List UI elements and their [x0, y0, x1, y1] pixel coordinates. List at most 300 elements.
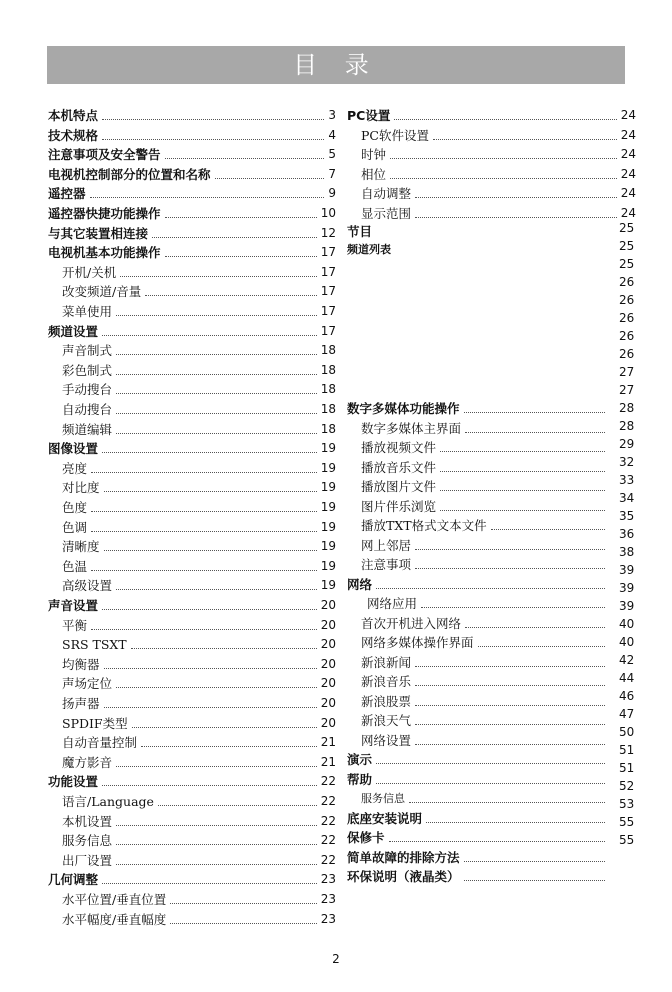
toc-page-number: 24 — [620, 127, 636, 142]
toc-entry-title: 首次开机进入网络 — [361, 615, 462, 631]
toc-page-number: 27 — [619, 383, 635, 397]
toc-subsection-entry[interactable] — [361, 123, 636, 143]
dot-leader — [120, 275, 317, 277]
toc-page-number: 24 — [620, 147, 636, 162]
toc-entry-title: 新浪音乐 — [361, 674, 412, 689]
toc-page-number: 21 — [320, 754, 336, 769]
toc-entry-title: 网络设置 — [361, 732, 412, 748]
toc-page-number: 25 — [619, 257, 635, 271]
toc-entry-title: 手动搜台 — [62, 382, 113, 398]
toc-page-number: 18 — [320, 362, 336, 377]
toc-entry-title: 服务信息 — [62, 833, 113, 849]
toc-entry-title: 声音制式 — [62, 343, 113, 359]
toc-section-entry[interactable] — [48, 319, 336, 339]
toc-subsection-entry[interactable] — [62, 338, 336, 358]
toc-page-number: 18 — [320, 343, 336, 358]
dot-leader — [409, 801, 605, 803]
toc-page-number: 26 — [619, 311, 635, 325]
toc-page-number: 40 — [619, 635, 635, 649]
toc-entry-title: 色调 — [62, 519, 88, 535]
toc-channel-list-label[interactable]: 频道列表 — [347, 243, 391, 256]
toc-section-entry[interactable] — [347, 845, 609, 865]
toc-entry-title: 魔方影音 — [62, 754, 113, 770]
toc-entry-title: SRS TSXT — [62, 637, 127, 653]
dot-leader — [433, 138, 617, 140]
dot-leader — [465, 431, 605, 433]
dot-leader — [478, 645, 605, 647]
toc-subsection-entry[interactable] — [361, 650, 609, 670]
toc-page-number: 32 — [619, 455, 635, 469]
toc-entry-title: 声音设置 — [48, 598, 99, 613]
toc-entry-title: 菜单使用 — [62, 304, 113, 319]
toc-page-number: 24 — [620, 186, 636, 201]
dot-leader — [91, 510, 317, 512]
dot-leader — [116, 588, 317, 590]
toc-subsection-entry[interactable] — [361, 201, 636, 221]
toc-page-number: 18 — [320, 421, 336, 436]
dot-leader — [415, 665, 605, 667]
dot-leader — [116, 432, 317, 434]
toc-subsection-entry[interactable] — [62, 377, 336, 397]
toc-page-number: 19 — [320, 539, 336, 554]
toc-entry-title: 声场定位 — [62, 676, 113, 692]
toc-page-number: 3 — [328, 108, 336, 122]
toc-entry-title: 平衡 — [62, 617, 88, 633]
toc-page-number: 17 — [320, 323, 336, 338]
dot-leader — [415, 684, 605, 686]
toc-section-entry[interactable] — [347, 806, 609, 826]
toc-entry-title: 自动调整 — [361, 186, 412, 202]
toc-entry-title: 网络 — [347, 576, 373, 592]
toc-section-entry[interactable] — [347, 396, 609, 416]
toc-page-number: 18 — [320, 402, 336, 416]
toc-page-number: 28 — [619, 401, 635, 415]
dot-leader — [165, 255, 317, 257]
toc-subsection-entry[interactable] — [62, 613, 336, 633]
toc-entry-title: 功能设置 — [48, 774, 99, 790]
toc-page-number: 42 — [619, 653, 635, 667]
dot-leader — [104, 667, 317, 669]
toc-entry-title: 改变频道/音量 — [62, 284, 142, 300]
toc-page-number: 20 — [320, 637, 336, 652]
dot-leader — [104, 706, 317, 708]
dot-leader — [102, 334, 317, 336]
dot-leader — [116, 824, 317, 826]
toc-page-number: 46 — [619, 689, 635, 703]
toc-page-number: 22 — [320, 774, 336, 789]
toc-subsection-entry[interactable] — [361, 728, 609, 748]
toc-page-number: 22 — [320, 852, 336, 867]
toc-section-entry[interactable] — [347, 864, 609, 884]
toc-page-number: 28 — [619, 419, 635, 433]
toc-page-number: 26 — [619, 329, 635, 343]
toc-subsection-entry[interactable] — [62, 887, 336, 907]
toc-subsection-entry[interactable] — [62, 456, 336, 476]
toc-section-entry[interactable] — [347, 103, 636, 123]
toc-entry-title: 色度 — [62, 500, 88, 515]
toc-entry-title: 简单故障的排除方法 — [347, 849, 460, 865]
dot-leader — [152, 236, 317, 238]
toc-entry-title: 几何调整 — [48, 872, 99, 888]
toc-entry-title: 播放TXT格式文本文件 — [361, 518, 487, 533]
toc-page-number: 5 — [328, 147, 336, 162]
dot-leader — [170, 922, 317, 924]
toc-entry-title: 水平幅度/垂直幅度 — [62, 911, 167, 927]
toc-entry-title: 图像设置 — [48, 441, 99, 457]
toc-page-number: 24 — [620, 108, 636, 122]
toc-page-number: 51 — [619, 743, 635, 757]
toc-page-number: 29 — [619, 437, 635, 451]
toc-section-entry[interactable] — [48, 162, 336, 182]
toc-subsection-entry[interactable] — [62, 417, 336, 437]
toc-entry-title: 本机特点 — [48, 108, 99, 123]
toc-page-number: 50 — [619, 725, 635, 739]
toc-entry-title: 语言/Language — [62, 794, 154, 809]
toc-page-number: 9 — [328, 186, 336, 201]
toc-entry-title: 彩色制式 — [62, 362, 113, 378]
toc-subsection-entry[interactable] — [62, 260, 336, 280]
toc-page-number: 39 — [619, 581, 635, 595]
toc-entry-title: 高级设置 — [62, 578, 113, 594]
toc-section-entry[interactable] — [347, 767, 609, 787]
dot-leader — [440, 450, 605, 452]
dot-leader — [102, 451, 317, 453]
dot-leader — [165, 157, 325, 159]
toc-page-number: 36 — [619, 527, 635, 541]
dot-leader — [170, 902, 317, 904]
toc-subsection-entry[interactable] — [62, 495, 336, 515]
dot-leader — [415, 704, 605, 706]
toc-subsection-entry[interactable] — [361, 142, 636, 162]
dot-leader — [415, 743, 605, 745]
toc-page-number: 25 — [619, 221, 635, 235]
toc-page-number: 20 — [320, 598, 336, 612]
toc-subsection-entry[interactable] — [62, 789, 336, 809]
toc-section-entry[interactable] — [48, 123, 336, 143]
toc-section-entry[interactable] — [347, 747, 609, 767]
toc-subsection-entry[interactable] — [361, 416, 609, 436]
toc-page-number: 19 — [320, 500, 336, 514]
dot-leader — [116, 392, 317, 394]
dot-leader — [440, 470, 605, 472]
toc-entry-title: 播放视频文件 — [361, 440, 437, 455]
toc-entry-title: 网络应用 — [367, 596, 418, 611]
toc-page-number: 24 — [620, 166, 636, 181]
dot-leader — [116, 373, 317, 375]
toc-page-number: 55 — [619, 833, 635, 847]
dot-leader — [116, 863, 317, 865]
toc-page-number: 19 — [320, 480, 336, 495]
dot-leader — [491, 528, 605, 530]
toc-entry-title: 频道设置 — [48, 323, 99, 339]
toc-page-number: 23 — [320, 872, 336, 887]
toc-subsection-entry[interactable] — [361, 611, 609, 631]
toc-section-entry[interactable] — [48, 240, 336, 260]
toc-entry-title: 网上邻居 — [361, 537, 412, 553]
toc-subsection-entry[interactable] — [361, 533, 609, 553]
toc-subsection-entry[interactable] — [361, 552, 609, 572]
dot-leader — [116, 686, 317, 688]
dot-leader — [90, 196, 325, 198]
toc-page-number: 26 — [619, 347, 635, 361]
toc-title-banner: 目 录 — [47, 46, 625, 84]
toc-entry-title: 遥控器快捷功能操作 — [48, 206, 161, 221]
toc-page-number: 38 — [619, 545, 635, 559]
toc-section-entry[interactable] — [48, 103, 336, 123]
toc-entry-title: 自动搜台 — [62, 402, 113, 417]
toc-entry-title: 新浪新闻 — [361, 654, 412, 670]
dot-leader — [464, 879, 605, 881]
toc-entry-title: 自动音量控制 — [62, 735, 138, 751]
toc-entry-title: 本机设置 — [62, 813, 113, 829]
dot-leader — [116, 843, 317, 845]
dot-leader — [415, 216, 617, 218]
dot-leader — [464, 860, 605, 862]
dot-leader — [116, 765, 317, 767]
toc-entry-title: 亮度 — [62, 460, 88, 476]
dot-leader — [158, 804, 317, 806]
dot-leader — [415, 548, 605, 550]
toc-entry-title: 电视机基本功能操作 — [48, 245, 161, 261]
toc-page-number: 19 — [320, 460, 336, 475]
toc-page-number: 20 — [320, 676, 336, 691]
toc-subsection-entry[interactable] — [62, 515, 336, 535]
toc-subsection-entry[interactable] — [361, 181, 636, 201]
toc-entry-title: 显示范围 — [361, 206, 412, 221]
toc-entry-title: 均衡器 — [62, 656, 100, 672]
toc-subsection-entry[interactable] — [62, 573, 336, 593]
toc-page-number: 10 — [320, 206, 336, 220]
toc-page-number: 26 — [619, 293, 635, 307]
dot-leader — [440, 509, 605, 511]
toc-entry-title: 遥控器 — [48, 186, 86, 202]
toc-page-number: 23 — [320, 911, 336, 926]
toc-subsection-entry[interactable] — [361, 689, 609, 709]
toc-entry-title: 相位 — [361, 166, 387, 182]
toc-subsection-entry[interactable] — [361, 708, 609, 728]
dot-leader — [102, 882, 317, 884]
toc-entry-title: 时钟 — [361, 147, 387, 163]
toc-section-entry[interactable] — [48, 436, 336, 456]
dot-leader — [104, 549, 317, 551]
toc-entry-title: 新浪股票 — [361, 693, 412, 709]
toc-entry-title: 图片伴乐浏览 — [361, 498, 437, 514]
toc-subsection-entry[interactable] — [62, 554, 336, 574]
toc-subsection-entry[interactable] — [361, 162, 636, 182]
toc-subsection-entry[interactable] — [62, 534, 336, 554]
toc-entry-title: 环保说明（液晶类） — [347, 869, 460, 884]
toc-entry-title: PC软件设置 — [361, 127, 429, 143]
toc-page-number: 39 — [619, 599, 635, 613]
toc-section-entry[interactable] — [347, 572, 609, 592]
toc-program-label[interactable]: 节目 — [347, 224, 373, 239]
toc-page-number: 21 — [320, 735, 336, 750]
dot-leader — [91, 530, 317, 532]
toc-page-number: 22 — [320, 833, 336, 848]
toc-entry-title: PC设置 — [347, 108, 391, 123]
toc-entry-title: 注意事项 — [361, 557, 412, 572]
dot-leader — [376, 782, 605, 784]
toc-page-number: 17 — [320, 264, 336, 279]
toc-subsection-entry[interactable] — [361, 435, 609, 455]
toc-subsection-entry[interactable] — [62, 848, 336, 868]
toc-entry-title: 水平位置/垂直位置 — [62, 892, 167, 907]
toc-entry-title: 播放音乐文件 — [361, 459, 437, 475]
toc-entry-title: 帮助 — [347, 771, 373, 787]
toc-section-entry[interactable] — [48, 201, 336, 221]
toc-subsection-entry[interactable] — [62, 691, 336, 711]
toc-page-number: 17 — [320, 245, 336, 260]
dot-leader — [394, 118, 616, 120]
dot-leader — [131, 647, 317, 649]
toc-page-number: 55 — [619, 815, 635, 829]
toc-subsection-entry[interactable] — [62, 632, 336, 652]
dot-leader — [390, 157, 617, 159]
toc-subsection-entry[interactable] — [367, 591, 609, 611]
toc-subsection-entry[interactable] — [62, 750, 336, 770]
dot-leader — [104, 490, 317, 492]
dot-leader — [464, 411, 605, 413]
toc-entry-title: 底座安装说明 — [347, 810, 423, 826]
toc-subsection-entry[interactable] — [62, 475, 336, 495]
toc-entry-title: 播放图片文件 — [361, 479, 437, 494]
toc-page-number: 20 — [320, 696, 336, 710]
toc-entry-title: 对比度 — [62, 480, 100, 496]
toc-subsection-entry[interactable] — [361, 474, 609, 494]
dot-leader — [102, 784, 317, 786]
toc-subsection-entry[interactable] — [62, 299, 336, 319]
toc-entry-title: 清晰度 — [62, 539, 100, 555]
toc-subsection-entry[interactable] — [361, 786, 609, 806]
toc-entry-title: 扬声器 — [62, 696, 100, 711]
dot-leader — [116, 353, 317, 355]
toc-entry-title: 色温 — [62, 558, 88, 574]
dot-leader — [91, 569, 317, 571]
toc-entry-title: 注意事项及安全警告 — [48, 147, 161, 163]
toc-page-number: 19 — [320, 578, 336, 593]
toc-section-entry[interactable] — [48, 769, 336, 789]
page-number: 2 — [332, 952, 340, 966]
toc-subsection-entry[interactable] — [62, 828, 336, 848]
toc-page-number: 39 — [619, 563, 635, 577]
toc-section-entry[interactable] — [48, 221, 336, 241]
dot-leader — [116, 314, 317, 316]
toc-entry-title: SPDIF类型 — [62, 715, 128, 731]
toc-subsection-entry[interactable] — [62, 730, 336, 750]
toc-page-number: 25 — [619, 239, 635, 253]
toc-page-number: 44 — [619, 671, 635, 685]
toc-section-entry[interactable] — [347, 825, 609, 845]
toc-subsection-entry[interactable] — [62, 358, 336, 378]
toc-page-number: 23 — [320, 892, 336, 906]
toc-subsection-entry[interactable] — [62, 809, 336, 829]
dot-leader — [440, 489, 605, 491]
toc-page-number: 17 — [320, 304, 336, 318]
toc-entry-title: 数字多媒体功能操作 — [347, 401, 460, 416]
toc-section-entry[interactable] — [48, 867, 336, 887]
dot-leader — [116, 412, 317, 414]
toc-subsection-entry[interactable] — [62, 907, 336, 927]
toc-entry-title: 技术规格 — [48, 127, 99, 143]
toc-page-number: 19 — [320, 441, 336, 456]
dot-leader — [215, 177, 325, 179]
toc-subsection-entry[interactable] — [361, 513, 609, 533]
toc-subsection-entry[interactable] — [361, 669, 609, 689]
dot-leader — [132, 726, 317, 728]
toc-entry-title: 开机/关机 — [62, 264, 117, 280]
dot-leader — [165, 216, 317, 218]
toc-page-number: 40 — [619, 617, 635, 631]
toc-page-number: 20 — [320, 656, 336, 671]
toc-entry-title: 网络多媒体操作界面 — [361, 635, 474, 650]
toc-subsection-entry[interactable] — [62, 397, 336, 417]
toc-subsection-entry[interactable] — [62, 671, 336, 691]
toc-subsection-entry[interactable] — [62, 711, 336, 731]
dot-leader — [145, 294, 317, 296]
toc-subsection-entry[interactable] — [361, 455, 609, 475]
dot-leader — [102, 118, 324, 120]
toc-subsection-entry[interactable] — [62, 279, 336, 299]
dot-leader — [102, 608, 317, 610]
toc-section-entry[interactable] — [48, 142, 336, 162]
toc-page-number: 17 — [320, 284, 336, 299]
toc-page-number: 51 — [619, 761, 635, 775]
toc-page-number: 20 — [320, 715, 336, 730]
toc-entry-title: 演示 — [347, 752, 373, 767]
toc-section-entry[interactable] — [48, 593, 336, 613]
toc-subsection-entry[interactable] — [361, 494, 609, 514]
toc-page-number: 18 — [320, 382, 336, 397]
toc-entry-title: 数字多媒体主界面 — [361, 420, 462, 436]
dot-leader — [465, 626, 605, 628]
toc-page-number: 20 — [320, 617, 336, 632]
toc-entry-title: 服务信息 — [361, 792, 405, 805]
dot-leader — [376, 762, 605, 764]
toc-page-number: 4 — [328, 127, 336, 142]
toc-entry-title: 电视机控制部分的位置和名称 — [48, 166, 211, 182]
dot-leader — [426, 821, 605, 823]
toc-page-number: 26 — [619, 275, 635, 289]
toc-page-number: 12 — [320, 225, 336, 240]
dot-leader — [415, 723, 605, 725]
dot-leader — [141, 745, 317, 747]
dot-leader — [91, 471, 317, 473]
toc-page-number: 34 — [619, 491, 635, 505]
toc-section-entry[interactable] — [48, 181, 336, 201]
dot-leader — [415, 196, 617, 198]
dot-leader — [421, 606, 605, 608]
toc-entry-title: 与其它装置相连接 — [48, 225, 149, 241]
toc-page-number: 19 — [320, 558, 336, 573]
toc-page-number: 22 — [320, 794, 336, 808]
toc-page-number: 35 — [619, 509, 635, 523]
toc-page-number: 47 — [619, 707, 635, 721]
dot-leader — [376, 587, 605, 589]
toc-subsection-entry[interactable] — [361, 630, 609, 650]
dot-leader — [390, 177, 617, 179]
toc-entry-title: 新浪天气 — [361, 713, 412, 728]
dot-leader — [389, 840, 605, 842]
toc-entry-title: 出厂设置 — [62, 852, 113, 868]
toc-page-number: 24 — [620, 206, 636, 220]
dot-leader — [102, 138, 324, 140]
toc-subsection-entry[interactable] — [62, 652, 336, 672]
toc-entry-title: 频道编辑 — [62, 421, 113, 437]
toc-entry-title: 保修卡 — [347, 830, 385, 845]
toc-page-number: 52 — [619, 779, 635, 793]
toc-page-number: 19 — [320, 519, 336, 534]
dot-leader — [415, 567, 605, 569]
